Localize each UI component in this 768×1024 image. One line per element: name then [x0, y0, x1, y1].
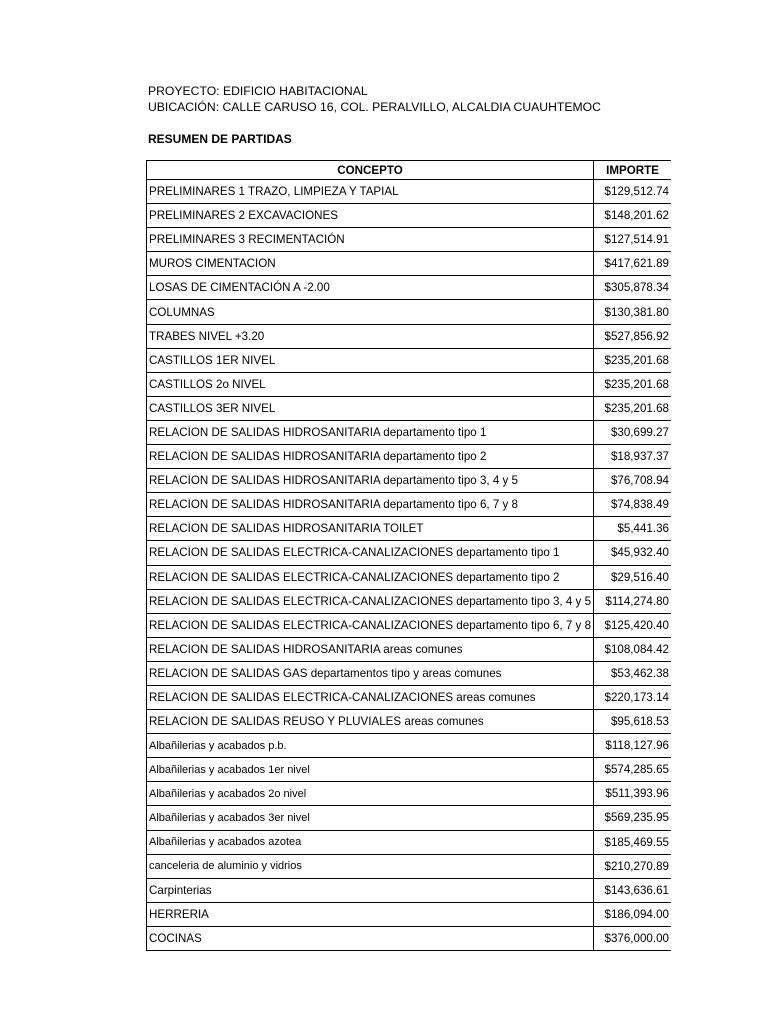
importe-cell: $118,127.96	[594, 734, 671, 758]
concepto-cell: RELACION DE SALIDAS REUSO Y PLUVIALES areas comunes	[147, 710, 594, 734]
table-row	[147, 685, 672, 709]
concepto-cell: Albañilerias y acabados 2o nivel	[147, 782, 594, 806]
concepto-cell: CASTILLOS 2o NIVEL	[147, 372, 594, 396]
table-row	[147, 396, 672, 420]
concepto-cell: RELACION DE SALIDAS ELECTRICA-CANALIZACIONES departamento tipo 3, 4 y 5	[147, 589, 594, 613]
table-row	[147, 228, 672, 252]
concepto-cell: TRABES NIVEL +3.20	[147, 324, 594, 348]
concepto-cell: Albañilerias y acabados 3er nivel	[147, 806, 594, 830]
document-header	[148, 84, 601, 115]
importe-cell: $74,838.49	[594, 493, 671, 517]
concepto-cell: RELACION DE SALIDAS HIDROSANITARIA departamento tipo 6, 7 y 8	[147, 493, 594, 517]
importe-cell: $185,469.55	[594, 830, 671, 854]
table-row	[147, 204, 672, 228]
concepto-cell: PRELIMINARES 1 TRAZO, LIMPIEZA Y TAPIAL	[147, 180, 594, 204]
importe-cell: $129,512.74	[594, 180, 671, 204]
table-row	[147, 445, 672, 469]
concepto-cell: PRELIMINARES 2 EXCAVACIONES	[147, 204, 594, 228]
section-title: RESUMEN DE PARTIDAS	[148, 132, 292, 146]
importe-cell: $186,094.00	[594, 902, 671, 926]
table-row	[147, 926, 672, 950]
table-row	[147, 276, 672, 300]
concepto-cell: RELACION DE SALIDAS ELECTRICA-CANALIZACIONES departamento tipo 1	[147, 541, 594, 565]
importe-cell: $569,235.95	[594, 806, 671, 830]
concepto-cell: LOSAS DE CIMENTACIÓN A -2.00	[147, 276, 594, 300]
table-row	[147, 758, 672, 782]
table-body	[147, 180, 672, 951]
concepto-cell: COLUMNAS	[147, 300, 594, 324]
table-row	[147, 613, 672, 637]
concepto-cell: Albañilerias y acabados azotea	[147, 830, 594, 854]
importe-cell: $220,173.14	[594, 685, 671, 709]
concepto-cell: RELACION DE SALIDAS ELECTRICA-CANALIZACIONES departamento tipo 2	[147, 565, 594, 589]
concepto-cell: COCINAS	[147, 926, 594, 950]
importe-cell: $235,201.68	[594, 348, 671, 372]
concepto-cell: RELACION DE SALIDAS HIDROSANITARIA departamento tipo 1	[147, 420, 594, 444]
importe-cell: $29,516.40	[594, 565, 671, 589]
importe-cell: $127,514.91	[594, 228, 671, 252]
importe-cell: $527,856.92	[594, 324, 671, 348]
importe-cell: $30,699.27	[594, 420, 671, 444]
table-row	[147, 806, 672, 830]
table-row	[147, 517, 672, 541]
importe-cell: $305,878.34	[594, 276, 671, 300]
table-row	[147, 300, 672, 324]
table-row	[147, 469, 672, 493]
importe-cell: $235,201.68	[594, 372, 671, 396]
concepto-cell: CASTILLOS 3ER NIVEL	[147, 396, 594, 420]
concepto-cell: HERRERIA	[147, 902, 594, 926]
importe-cell: $5,441.36	[594, 517, 671, 541]
importe-cell: $235,201.68	[594, 396, 671, 420]
column-header-concepto: CONCEPTO	[147, 161, 594, 180]
concepto-cell: Albañilerias y acabados p.b.	[147, 734, 594, 758]
table-row	[147, 324, 672, 348]
concepto-cell: RELACION DE SALIDAS HIDROSANITARIA TOILET	[147, 517, 594, 541]
importe-cell: $108,084.42	[594, 637, 671, 661]
table-row	[147, 782, 672, 806]
concepto-cell: RELACION DE SALIDAS ELECTRICA-CANALIZACIONES areas comunes	[147, 685, 594, 709]
concepto-cell: RELACION DE SALIDAS HIDROSANITARIA areas comunes	[147, 637, 594, 661]
concepto-cell: Carpinterias	[147, 878, 594, 902]
importe-cell: $114,274.80	[594, 589, 671, 613]
concepto-cell: canceleria de aluminio y vidrios	[147, 854, 594, 878]
table-header-row	[147, 161, 672, 180]
project-line: PROYECTO: EDIFICIO HABITACIONAL	[148, 84, 368, 98]
table-row	[147, 420, 672, 444]
importe-cell: $125,420.40	[594, 613, 671, 637]
importe-cell: $511,393.96	[594, 782, 671, 806]
importe-cell: $95,618.53	[594, 710, 671, 734]
importe-cell: $53,462.38	[594, 661, 671, 685]
importe-cell: $574,285.65	[594, 758, 671, 782]
importe-cell: $45,932.40	[594, 541, 671, 565]
table-row	[147, 710, 672, 734]
table-row	[147, 348, 672, 372]
table-row	[147, 661, 672, 685]
importe-cell: $76,708.94	[594, 469, 671, 493]
column-header-importe: IMPORTE	[594, 161, 671, 180]
concepto-cell: MUROS CIMENTACION	[147, 252, 594, 276]
table-row	[147, 830, 672, 854]
table-row	[147, 372, 672, 396]
importe-cell: $18,937.37	[594, 445, 671, 469]
table-row	[147, 252, 672, 276]
table-row	[147, 902, 672, 926]
concepto-cell: PRELIMINARES 3 RECIMENTACIÓN	[147, 228, 594, 252]
partidas-table	[146, 160, 671, 951]
concepto-cell: RELACION DE SALIDAS GAS departamentos tipo y areas comunes	[147, 661, 594, 685]
concepto-cell: RELACION DE SALIDAS HIDROSANITARIA departamento tipo 3, 4 y 5	[147, 469, 594, 493]
table-row	[147, 589, 672, 613]
concepto-cell: Albañilerias y acabados 1er nivel	[147, 758, 594, 782]
concepto-cell: CASTILLOS 1ER NIVEL	[147, 348, 594, 372]
table-row	[147, 541, 672, 565]
table-row	[147, 637, 672, 661]
table-row	[147, 854, 672, 878]
table-row	[147, 734, 672, 758]
table-row	[147, 878, 672, 902]
importe-cell: $376,000.00	[594, 926, 671, 950]
location-line: UBICACIÓN: CALLE CARUSO 16, COL. PERALVILLO, ALCALDIA CUAUHTEMOC	[148, 99, 601, 114]
importe-cell: $143,636.61	[594, 878, 671, 902]
table-row	[147, 180, 672, 204]
importe-cell: $210,270.89	[594, 854, 671, 878]
table-row	[147, 493, 672, 517]
table-row	[147, 565, 672, 589]
importe-cell: $148,201.62	[594, 204, 671, 228]
importe-cell: $130,381.80	[594, 300, 671, 324]
concepto-cell: RELACION DE SALIDAS ELECTRICA-CANALIZACIONES departamento tipo 6, 7 y 8	[147, 613, 594, 637]
importe-cell: $417,621.89	[594, 252, 671, 276]
concepto-cell: RELACION DE SALIDAS HIDROSANITARIA departamento tipo 2	[147, 445, 594, 469]
